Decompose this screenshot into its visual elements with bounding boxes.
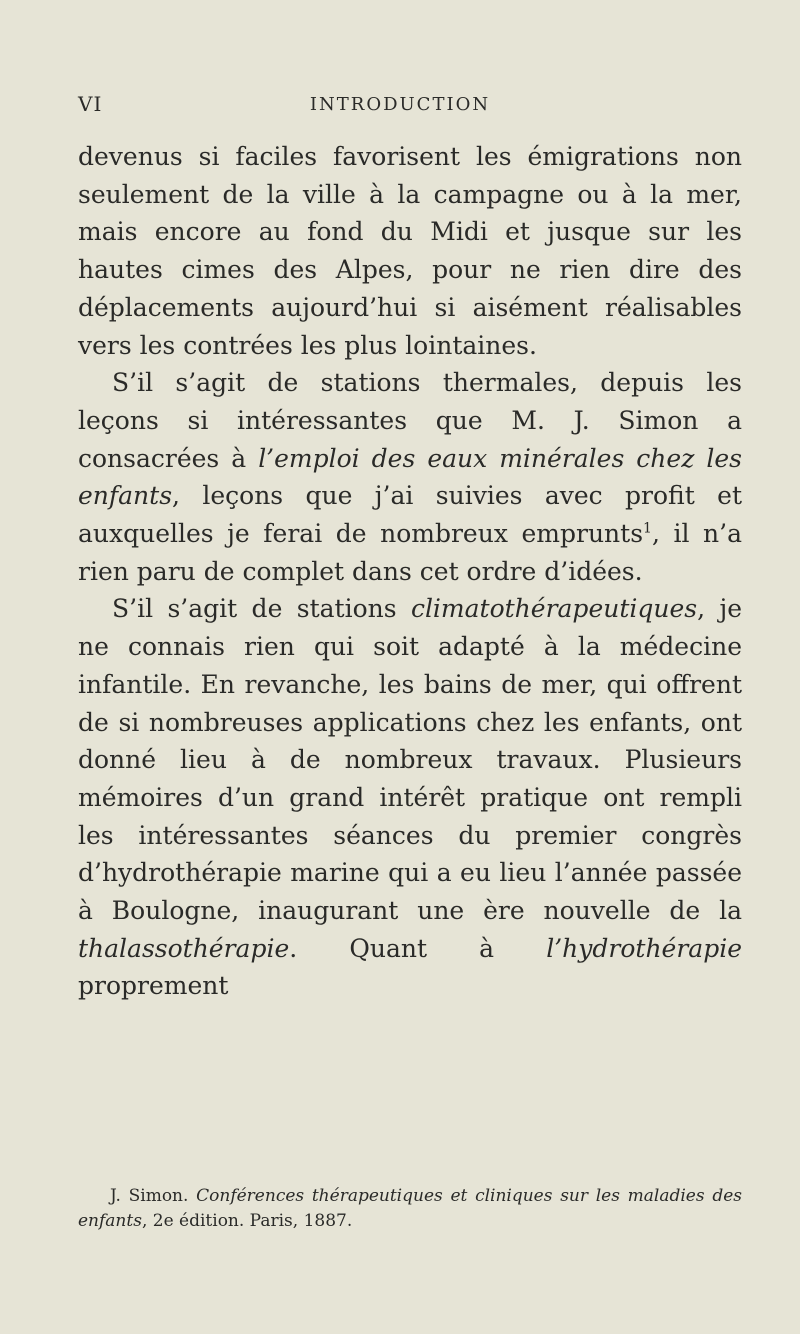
body-text — [78, 138, 742, 1005]
footnote — [78, 1184, 742, 1234]
paragraph-2-text-a: S’il s’agit de stations thermales, depuis les leçons si intéressantes que M. J. Simon a consacrées à — [78, 368, 742, 473]
paragraph-3-text-d: proprement — [78, 971, 229, 1001]
footnote-title: Conférences thérapeutiques et cliniques sur les maladies des enfants — [78, 1186, 742, 1231]
paragraph-3-text-c: . Quant à — [289, 933, 547, 963]
page-header — [30, 92, 770, 122]
running-title: INTRODUCTION — [309, 94, 491, 115]
paragraph-2-text-b: , leçons que j’ai suivies avec profit et auxquelles je ferai de nombreux emprunts — [78, 481, 742, 549]
paragraph-2-italic-title: l’emploi des eaux minérales chez les enfants — [78, 443, 743, 511]
paragraph-3-italic-climatotherapeutiques: climatothérapeutiques — [410, 594, 698, 624]
paragraph-2 — [78, 364, 742, 590]
footnote-edition: , 2e édition. Paris, 1887. — [141, 1211, 353, 1231]
paragraph-1-text: devenus si faciles favorisent les émigrations non seulement de la ville à la campagne ou à la mer, mais encore au fond du Midi et jusque sur les hautes cimes des Alpes, pour ne rien dire des déplacements aujourd’hui si aisément réalisables vers les contrées les plus lointaines. — [78, 142, 742, 360]
footnote-author: J. Simon. — [110, 1186, 197, 1206]
paragraph-3-italic-hydrotherapie: l’hydrothérapie — [546, 933, 742, 963]
paragraph-3-text-b: , je ne connais rien qui soit adapté à la médecine infantile. En revanche, les bains de mer, qui offrent de si nombreuses applications chez les enfants, ont donné lieu à de nombreux travaux. Plusieurs mémoires d’un grand intérêt pratique ont rempli les intéressantes séances du premier congrès d’hydrothérapie marine qui a eu lieu l’année passée à Boulogne, inaugurant une ère nouvelle de la — [78, 594, 742, 926]
paragraph-1 — [78, 138, 742, 364]
paragraph-2-text-c: , il n’a rien paru de complet dans cet ordre d’idées. — [78, 519, 742, 586]
paragraph-3-italic-thalassotherapie: thalassothérapie — [78, 933, 290, 963]
paragraph-3-text-a: S’il s’agit de stations — [112, 594, 411, 624]
paragraph-3 — [78, 590, 742, 1005]
footnote-reference: 1 — [643, 520, 652, 537]
page-number: VI — [78, 92, 103, 116]
